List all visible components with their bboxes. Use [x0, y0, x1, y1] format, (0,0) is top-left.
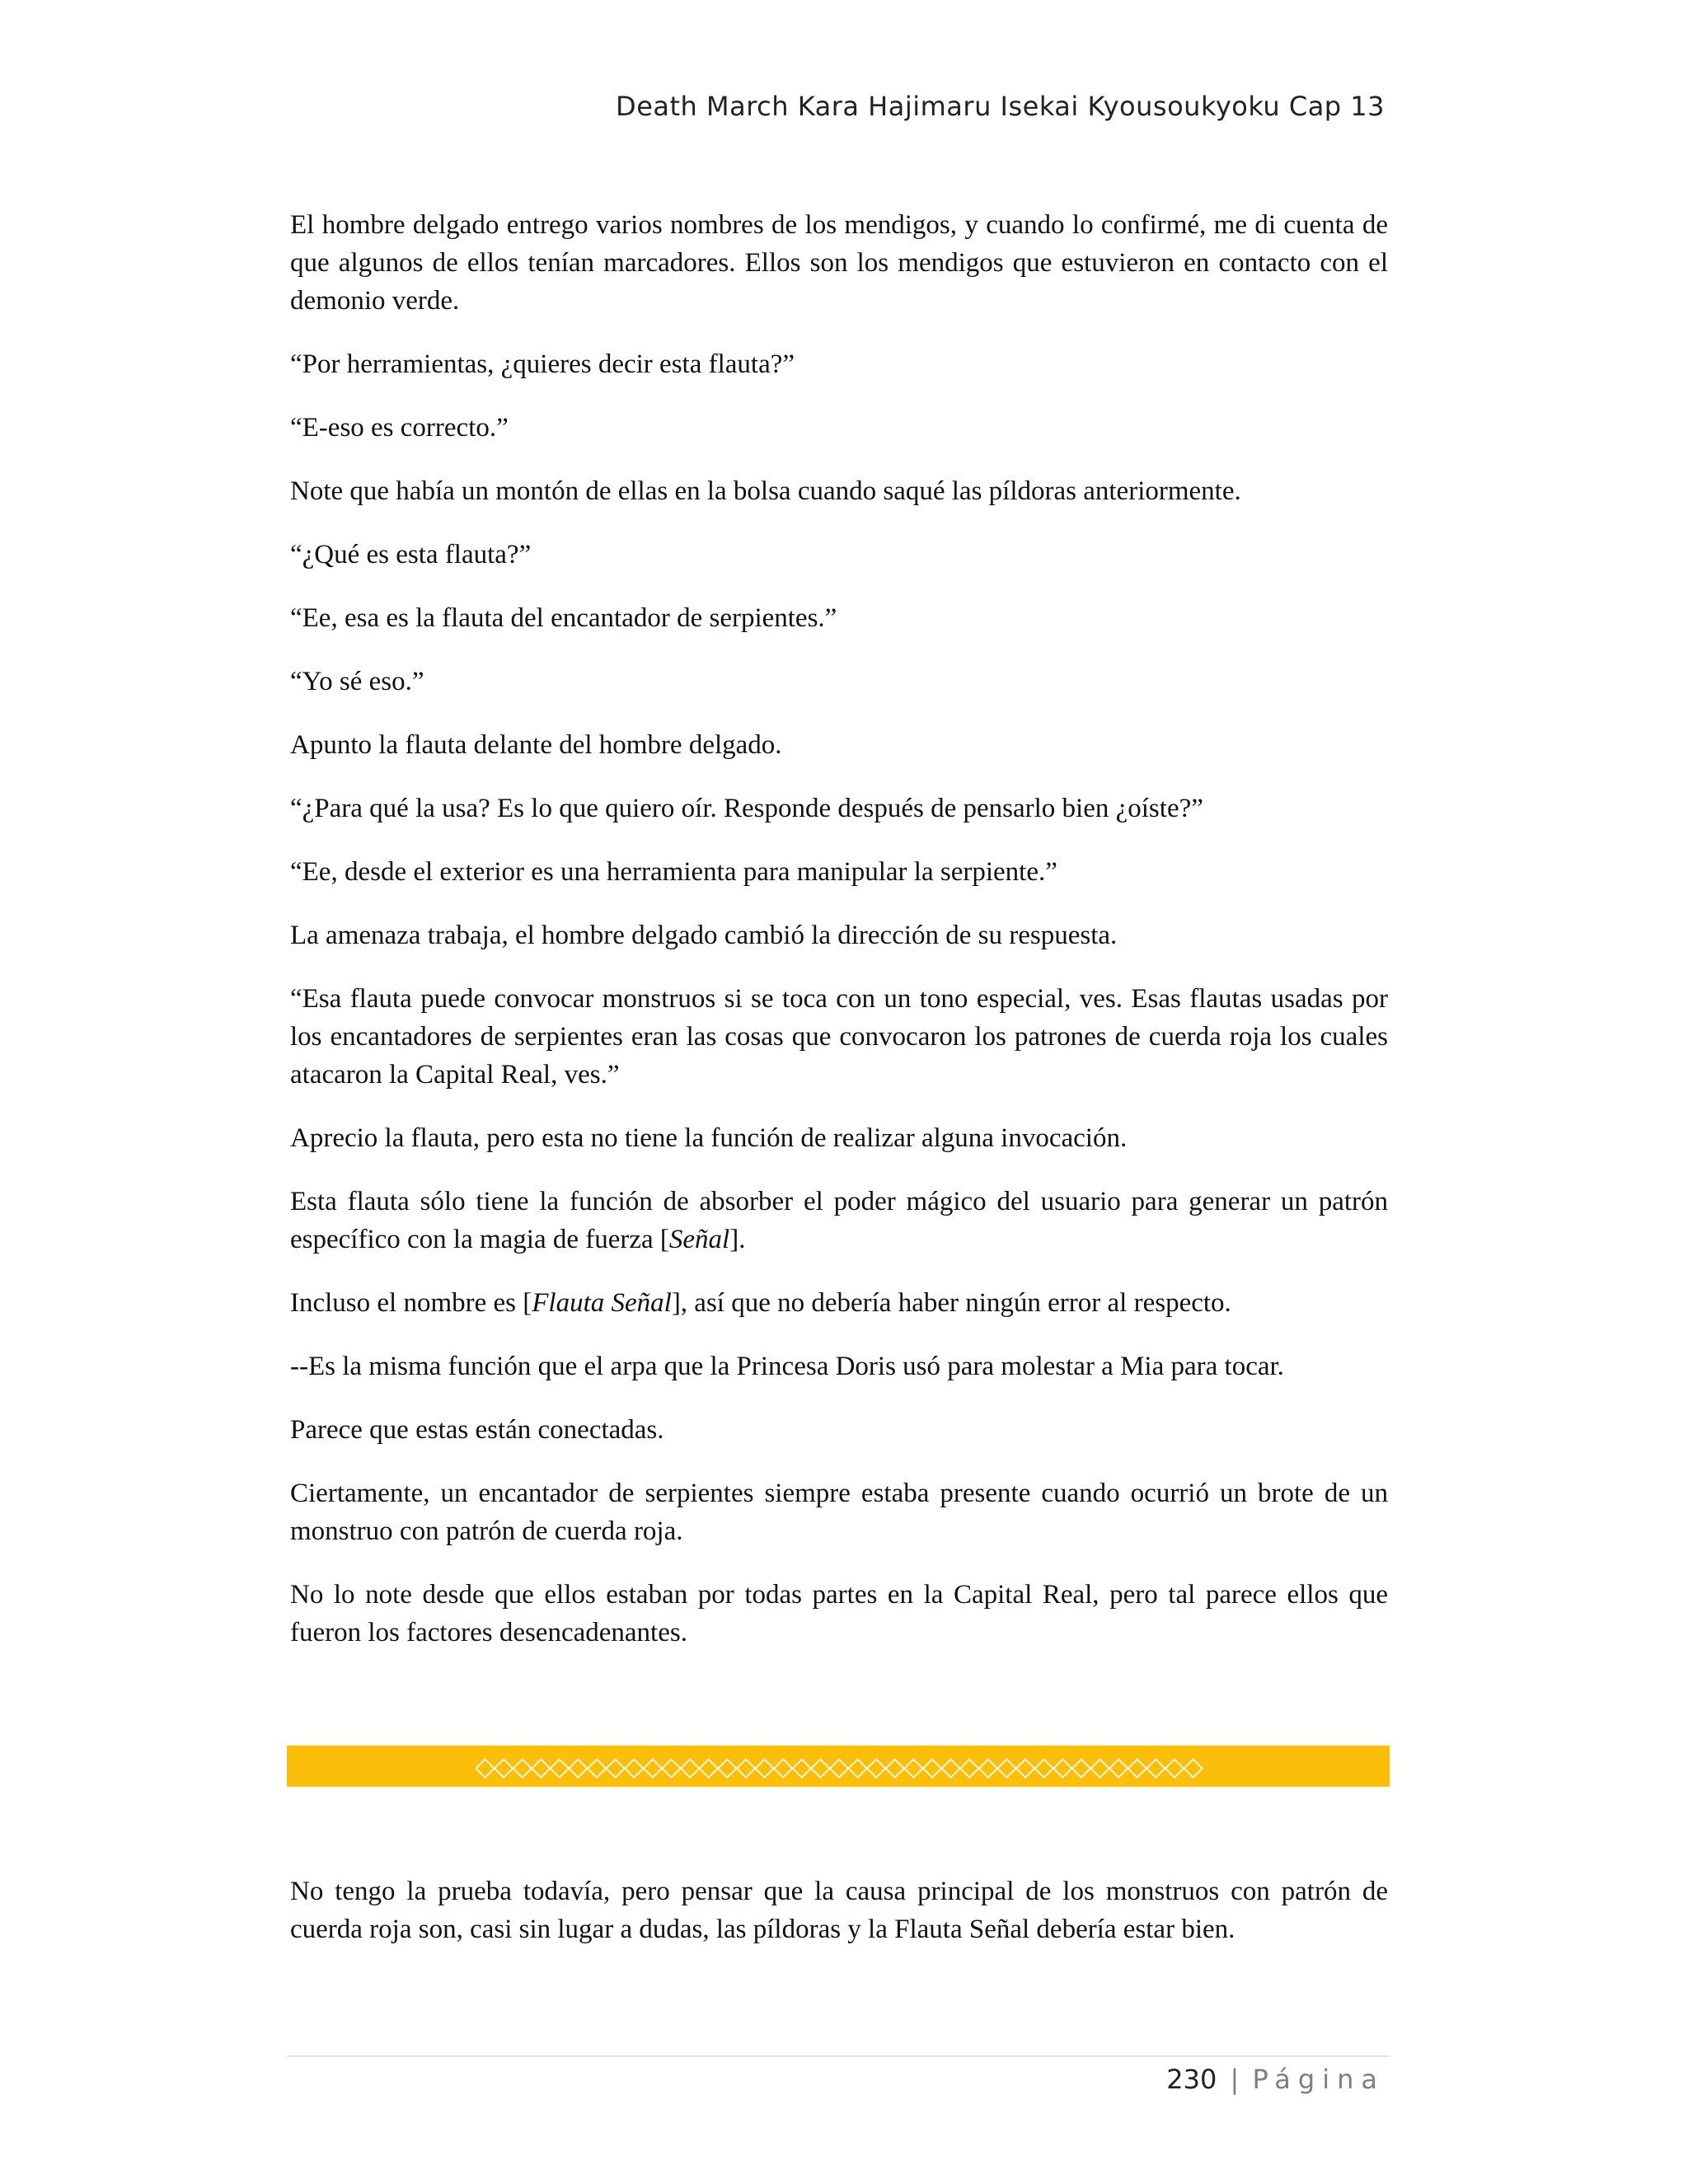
paragraph: La amenaza trabaja, el hombre delgado cambió la dirección de su respuesta.	[290, 921, 1118, 950]
body-text	[290, 206, 1388, 1677]
page-label: Página	[1252, 2064, 1385, 2095]
paragraph: Ciertamente, un encantador de serpientes siempre estaba presente cuando ocurrió un brote de un monstruo con patrón de cuerda roja.	[290, 1479, 1388, 1546]
paragraph: Aprecio la flauta, pero esta no tiene la función de realizar alguna invocación.	[290, 1123, 1128, 1153]
paragraph-text: Incluso el nombre es [	[290, 1288, 532, 1318]
italic-term: Flauta Señal	[532, 1288, 672, 1318]
paragraph: “¿Qué es esta flauta?”	[290, 540, 532, 569]
paragraph: Apunto la flauta delante del hombre delgado.	[290, 730, 782, 760]
paragraph: Note que había un montón de ellas en la bolsa cuando saqué las píldoras anteriormente.	[290, 476, 1241, 506]
paragraph: “Ee, esa es la flauta del encantador de serpientes.”	[290, 603, 837, 633]
footer-separator: |	[1230, 2064, 1240, 2095]
paragraph-text: ], así que no debería haber ningún error al respecto.	[671, 1288, 1231, 1318]
paragraph: --Es la misma función que el arpa que la Princesa Doris usó para molestar a Mia para tocar.	[290, 1352, 1284, 1381]
paragraph: “Ee, desde el exterior es una herramienta para manipular la serpiente.”	[290, 857, 1057, 887]
paragraph: “Por herramientas, ¿quieres decir esta flauta?”	[290, 349, 795, 379]
paragraph: “Esa flauta puede convocar monstruos si se toca con un tono especial, ves. Esas flautas usadas por los encantadores de serpientes eran las cosas que convocaron los patrones de cuerda roja los cuales atacaron la Capital Real, ves.”	[290, 984, 1388, 1090]
paragraph	[290, 1183, 1388, 1258]
paragraph: “¿Para qué la usa? Es lo que quiero oír. Responde después de pensarlo bien ¿oíste?”	[290, 794, 1203, 823]
paragraph-text: Esta flauta sólo tiene la función de absorber el poder mágico del usuario para generar un patrón específico con la magia de fuerza [	[290, 1187, 1388, 1254]
italic-term: Señal	[668, 1225, 730, 1254]
page-number: 230	[1166, 2064, 1217, 2095]
paragraph: No lo note desde que ellos estaban por todas partes en la Capital Real, pero tal parece ellos que fueron los factores desencadenantes.	[290, 1580, 1388, 1647]
paragraph: “Yo sé eso.”	[290, 667, 424, 696]
paragraph-text: ].	[729, 1225, 746, 1254]
paragraph	[290, 1284, 1388, 1322]
body-text-after-break	[290, 1872, 1388, 1948]
footer-divider	[287, 2055, 1390, 2057]
running-header: Death March Kara Hajimaru Isekai Kyousoukyoku Cap 13	[616, 91, 1385, 122]
paragraph: No tengo la prueba todavía, pero pensar que la causa principal de los monstruos con patrón de cuerda roja son, casi sin lugar a dudas, las píldoras y la Flauta Señal debería estar bien.	[290, 1877, 1388, 1944]
scene-break-separator: ◇◇◇◇◇◇◇◇◇◇◇◇◇◇◇◇◇◇◇◇◇◇◇◇◇◇◇◇◇◇◇◇◇◇◇◇◇◇◇	[287, 1746, 1390, 1787]
paragraph: “E-eso es correcto.”	[290, 413, 509, 443]
paragraph: El hombre delgado entrego varios nombres de los mendigos, y cuando lo confirmé, me di cuenta de que algunos de ellos tenían marcadores. Ellos son los mendigos que estuvieron en contacto con el demonio verde.	[290, 210, 1388, 316]
paragraph: Parece que estas están conectadas.	[290, 1415, 664, 1445]
page-footer	[288, 2064, 1385, 2095]
